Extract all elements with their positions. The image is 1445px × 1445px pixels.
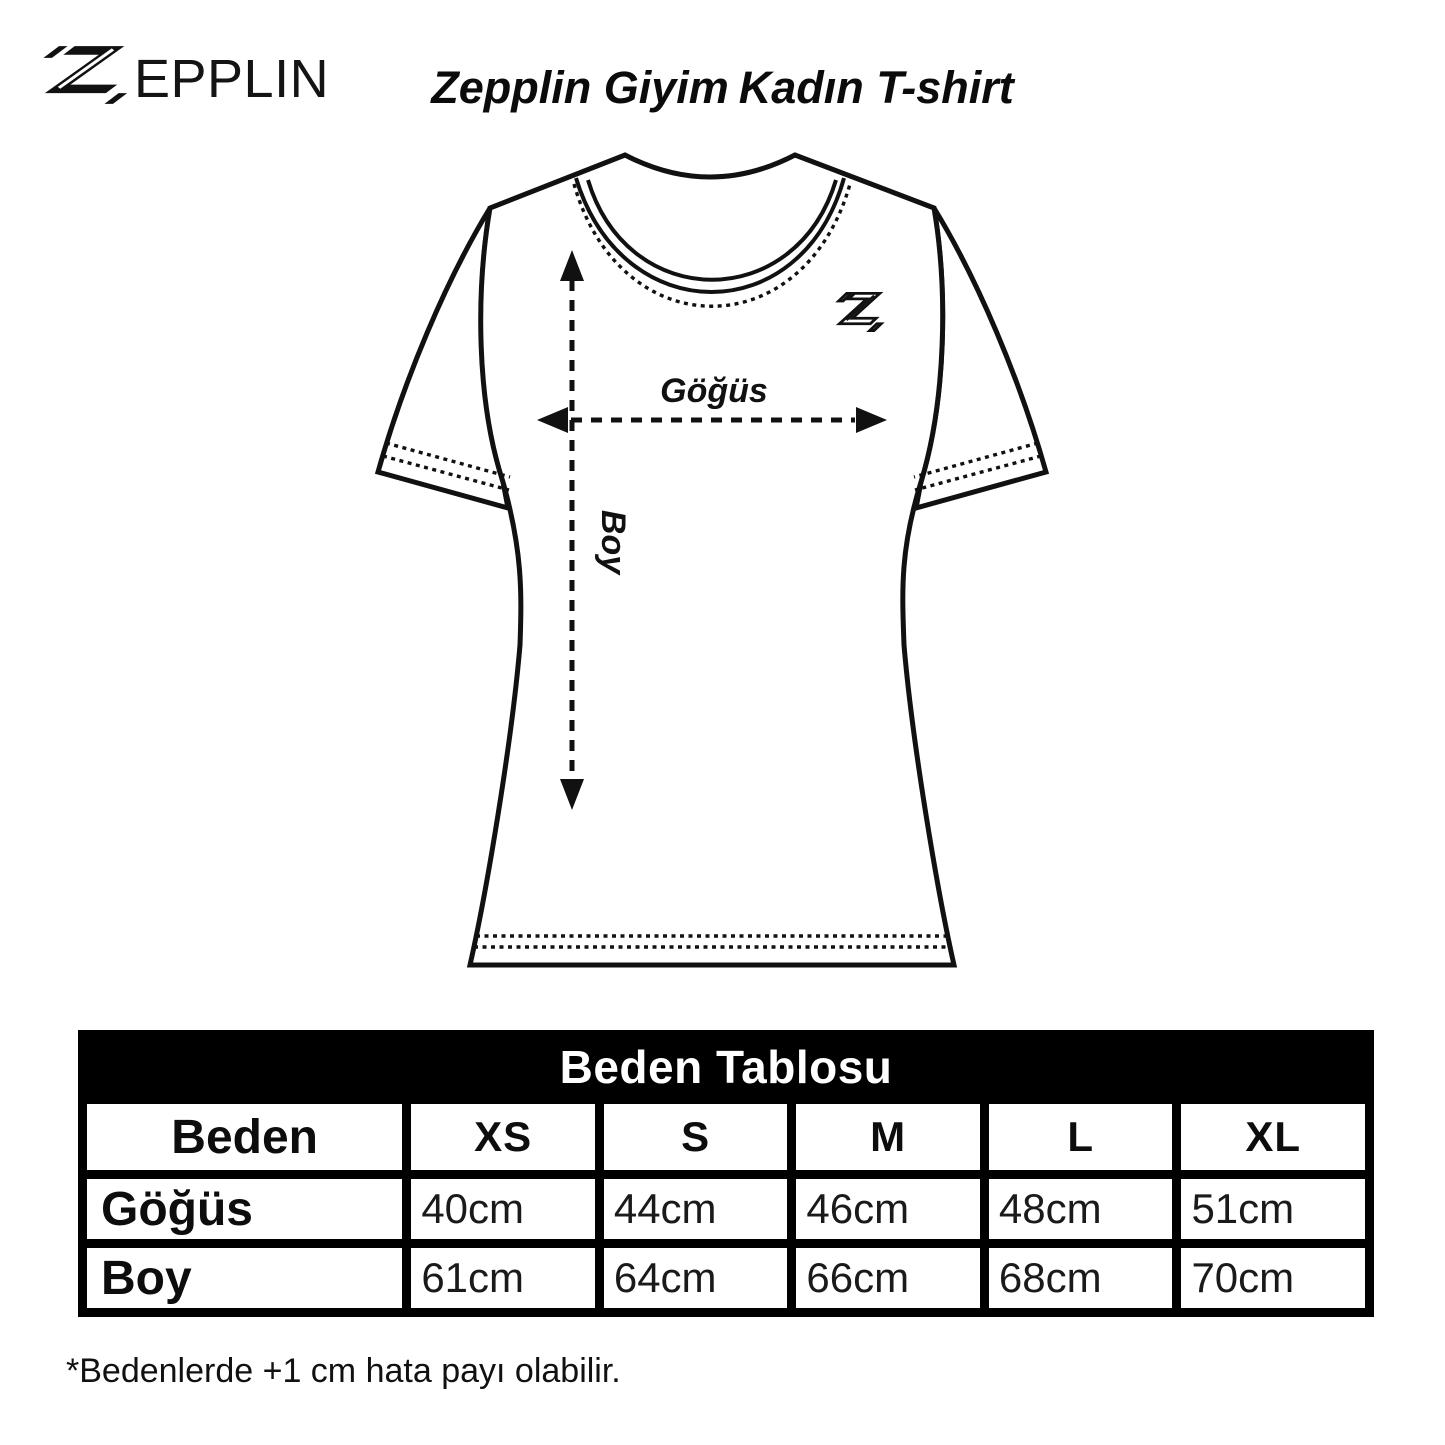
size-table-corner-header: Beden (83, 1100, 407, 1175)
length-value-m: 66cm (792, 1244, 985, 1313)
size-table-title-row (83, 1035, 1370, 1100)
length-value-xl: 70cm (1177, 1244, 1370, 1313)
size-table-title: Beden Tablosu (83, 1035, 1370, 1100)
tshirt-torso (470, 155, 954, 965)
chest-dimension-label: Göğüs (660, 372, 768, 410)
row-label-length: Boy (83, 1244, 407, 1313)
chest-value-xl: 51cm (1177, 1175, 1370, 1244)
tshirt-diagram (352, 130, 1072, 980)
size-table-header-row (83, 1100, 1370, 1175)
size-col-xs: XS (407, 1100, 600, 1175)
table-row-length (83, 1244, 1370, 1313)
title-brand-part: Zepplin Giyim (431, 62, 729, 113)
page-title (0, 62, 1445, 114)
size-table (78, 1030, 1374, 1317)
size-col-xl: XL (1177, 1100, 1370, 1175)
size-col-m: M (792, 1100, 985, 1175)
chest-value-l: 48cm (984, 1175, 1177, 1244)
chest-value-s: 44cm (599, 1175, 792, 1244)
title-product-part: Kadın T-shirt (738, 62, 1014, 113)
chest-value-m: 46cm (792, 1175, 985, 1244)
size-tolerance-footnote: *Bedenlerde +1 cm hata payı olabilir. (66, 1352, 621, 1390)
brand-wordmark: EPPLIN (134, 49, 330, 110)
length-value-l: 68cm (984, 1244, 1177, 1313)
size-col-s: S (599, 1100, 792, 1175)
tshirt-drawing-svg (352, 130, 1072, 980)
length-dimension-label: Boy (594, 509, 632, 575)
table-row-chest (83, 1175, 1370, 1244)
length-value-xs: 61cm (407, 1244, 600, 1313)
chest-value-xs: 40cm (407, 1175, 600, 1244)
length-value-s: 64cm (599, 1244, 792, 1313)
row-label-chest: Göğüs (83, 1175, 407, 1244)
size-col-l: L (984, 1100, 1177, 1175)
